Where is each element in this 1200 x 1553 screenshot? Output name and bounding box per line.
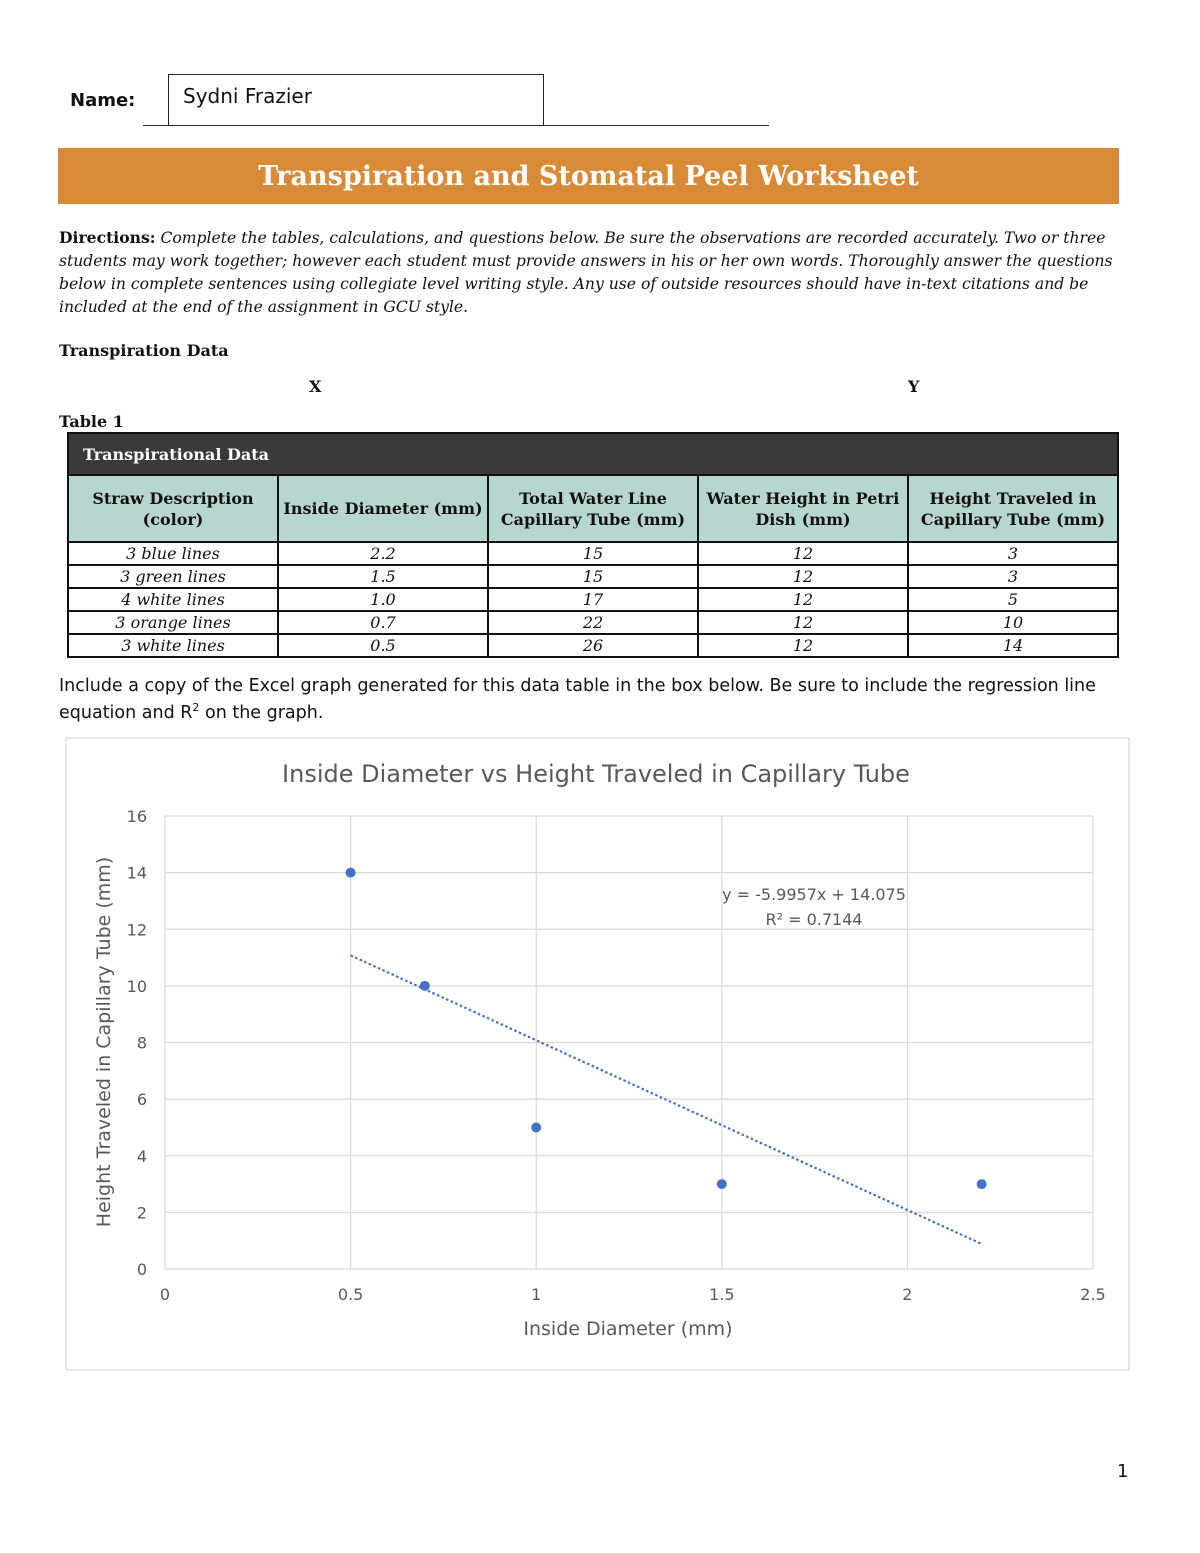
table-cell: 5 [908, 588, 1118, 611]
y-tick-label: 8 [136, 1033, 147, 1053]
column-header: Height Traveled in Capillary Tube (mm) [908, 475, 1118, 542]
data-point [717, 1179, 727, 1189]
table-cell: 12 [698, 542, 908, 565]
table-cell: 15 [488, 542, 698, 565]
name-value: Sydni Frazier [183, 84, 312, 108]
column-header: Water Height in Petri Dish (mm) [698, 475, 908, 542]
table-cell: 0.5 [278, 634, 488, 657]
table-cell: 12 [698, 611, 908, 634]
table-cell: 17 [488, 588, 698, 611]
column-header: Inside Diameter (mm) [278, 475, 488, 542]
instruction-superscript: 2 [192, 701, 200, 714]
x-variable-marker: X [309, 377, 322, 396]
directions-label: Directions: [59, 228, 156, 247]
x-tick-label: 2.5 [1080, 1285, 1106, 1304]
table-cell: 0.7 [278, 611, 488, 634]
data-point [346, 868, 356, 878]
y-tick-label: 0 [136, 1260, 147, 1279]
y-tick-label: 6 [136, 1090, 147, 1110]
directions-text: Complete the tables, calculations, and questions below. Be sure the observations are recorded accurately. Two or three students may work together; however each student must provide answers in his or her own words. Thoroughly answer the questions below in complete sentences using collegiate level writing style. Any use of outside resources should have in-text citations and be included at the end of the assignment in GCU style. [59, 229, 1113, 316]
regression-equation: y = -5.9957x + 14.075 [722, 885, 906, 904]
y-tick-label: 12 [126, 920, 147, 940]
section-heading: Transpiration Data [59, 341, 229, 360]
y-variable-marker: Y [908, 377, 920, 396]
worksheet-title: Transpiration and Stomatal Peel Worksheet [258, 160, 919, 192]
instruction-text: Include a copy of the Excel graph generated for this data table in the box below. Be sure to include the regression line equation and R [59, 676, 1096, 723]
table-cell: 12 [698, 565, 908, 588]
table-cell: 3 [908, 542, 1118, 565]
table-title: Transpirational Data [68, 433, 1118, 475]
x-tick-label: 1 [531, 1285, 542, 1304]
chart-title: Inside Diameter vs Height Traveled in Capillary Tube [282, 760, 910, 788]
data-point [420, 981, 430, 991]
y-tick-label: 16 [126, 807, 147, 826]
table-cell: 1.5 [278, 565, 488, 588]
table-cell: 15 [488, 565, 698, 588]
x-axis-label: Inside Diameter (mm) [523, 1318, 733, 1340]
y-tick-label: 4 [136, 1146, 147, 1166]
table-cell: 12 [698, 634, 908, 657]
y-tick-label: 10 [126, 976, 147, 996]
table-cell: 1.0 [278, 588, 488, 611]
table-cell: 3 [908, 565, 1118, 588]
data-point [977, 1179, 987, 1189]
table-cell: 3 orange lines [68, 611, 278, 634]
data-point [531, 1122, 541, 1132]
table-cell: 26 [488, 634, 698, 657]
chart-frame [66, 738, 1129, 1370]
x-tick-label: 2 [902, 1285, 913, 1304]
y-axis-label: Height Traveled in Capillary Tube (mm) [93, 856, 115, 1228]
table-cell: 10 [908, 611, 1118, 634]
x-tick-label: 0 [159, 1285, 171, 1304]
table-cell: 22 [488, 611, 698, 634]
page-number: 1 [1117, 1461, 1129, 1482]
table-caption: Table 1 [59, 412, 124, 431]
y-tick-label: 14 [126, 863, 147, 883]
table-cell: 4 white lines [68, 588, 278, 611]
y-tick-label: 2 [136, 1203, 147, 1223]
column-header: Total Water Line Capillary Tube (mm) [488, 475, 698, 542]
name-label: Name: [70, 90, 136, 111]
x-tick-label: 0.5 [337, 1285, 364, 1304]
column-header: Straw Description (color) [68, 475, 278, 542]
r-squared-label: R² = 0.7144 [765, 910, 863, 929]
table-cell: 3 white lines [68, 634, 278, 657]
table-cell: 14 [908, 634, 1118, 657]
table-cell: 12 [698, 588, 908, 611]
instruction-text-end: on the graph. [199, 702, 324, 723]
x-tick-label: 1.5 [709, 1285, 735, 1304]
table-cell: 3 green lines [68, 565, 278, 588]
table-cell: 2.2 [278, 542, 488, 565]
table-cell: 3 blue lines [68, 542, 278, 565]
